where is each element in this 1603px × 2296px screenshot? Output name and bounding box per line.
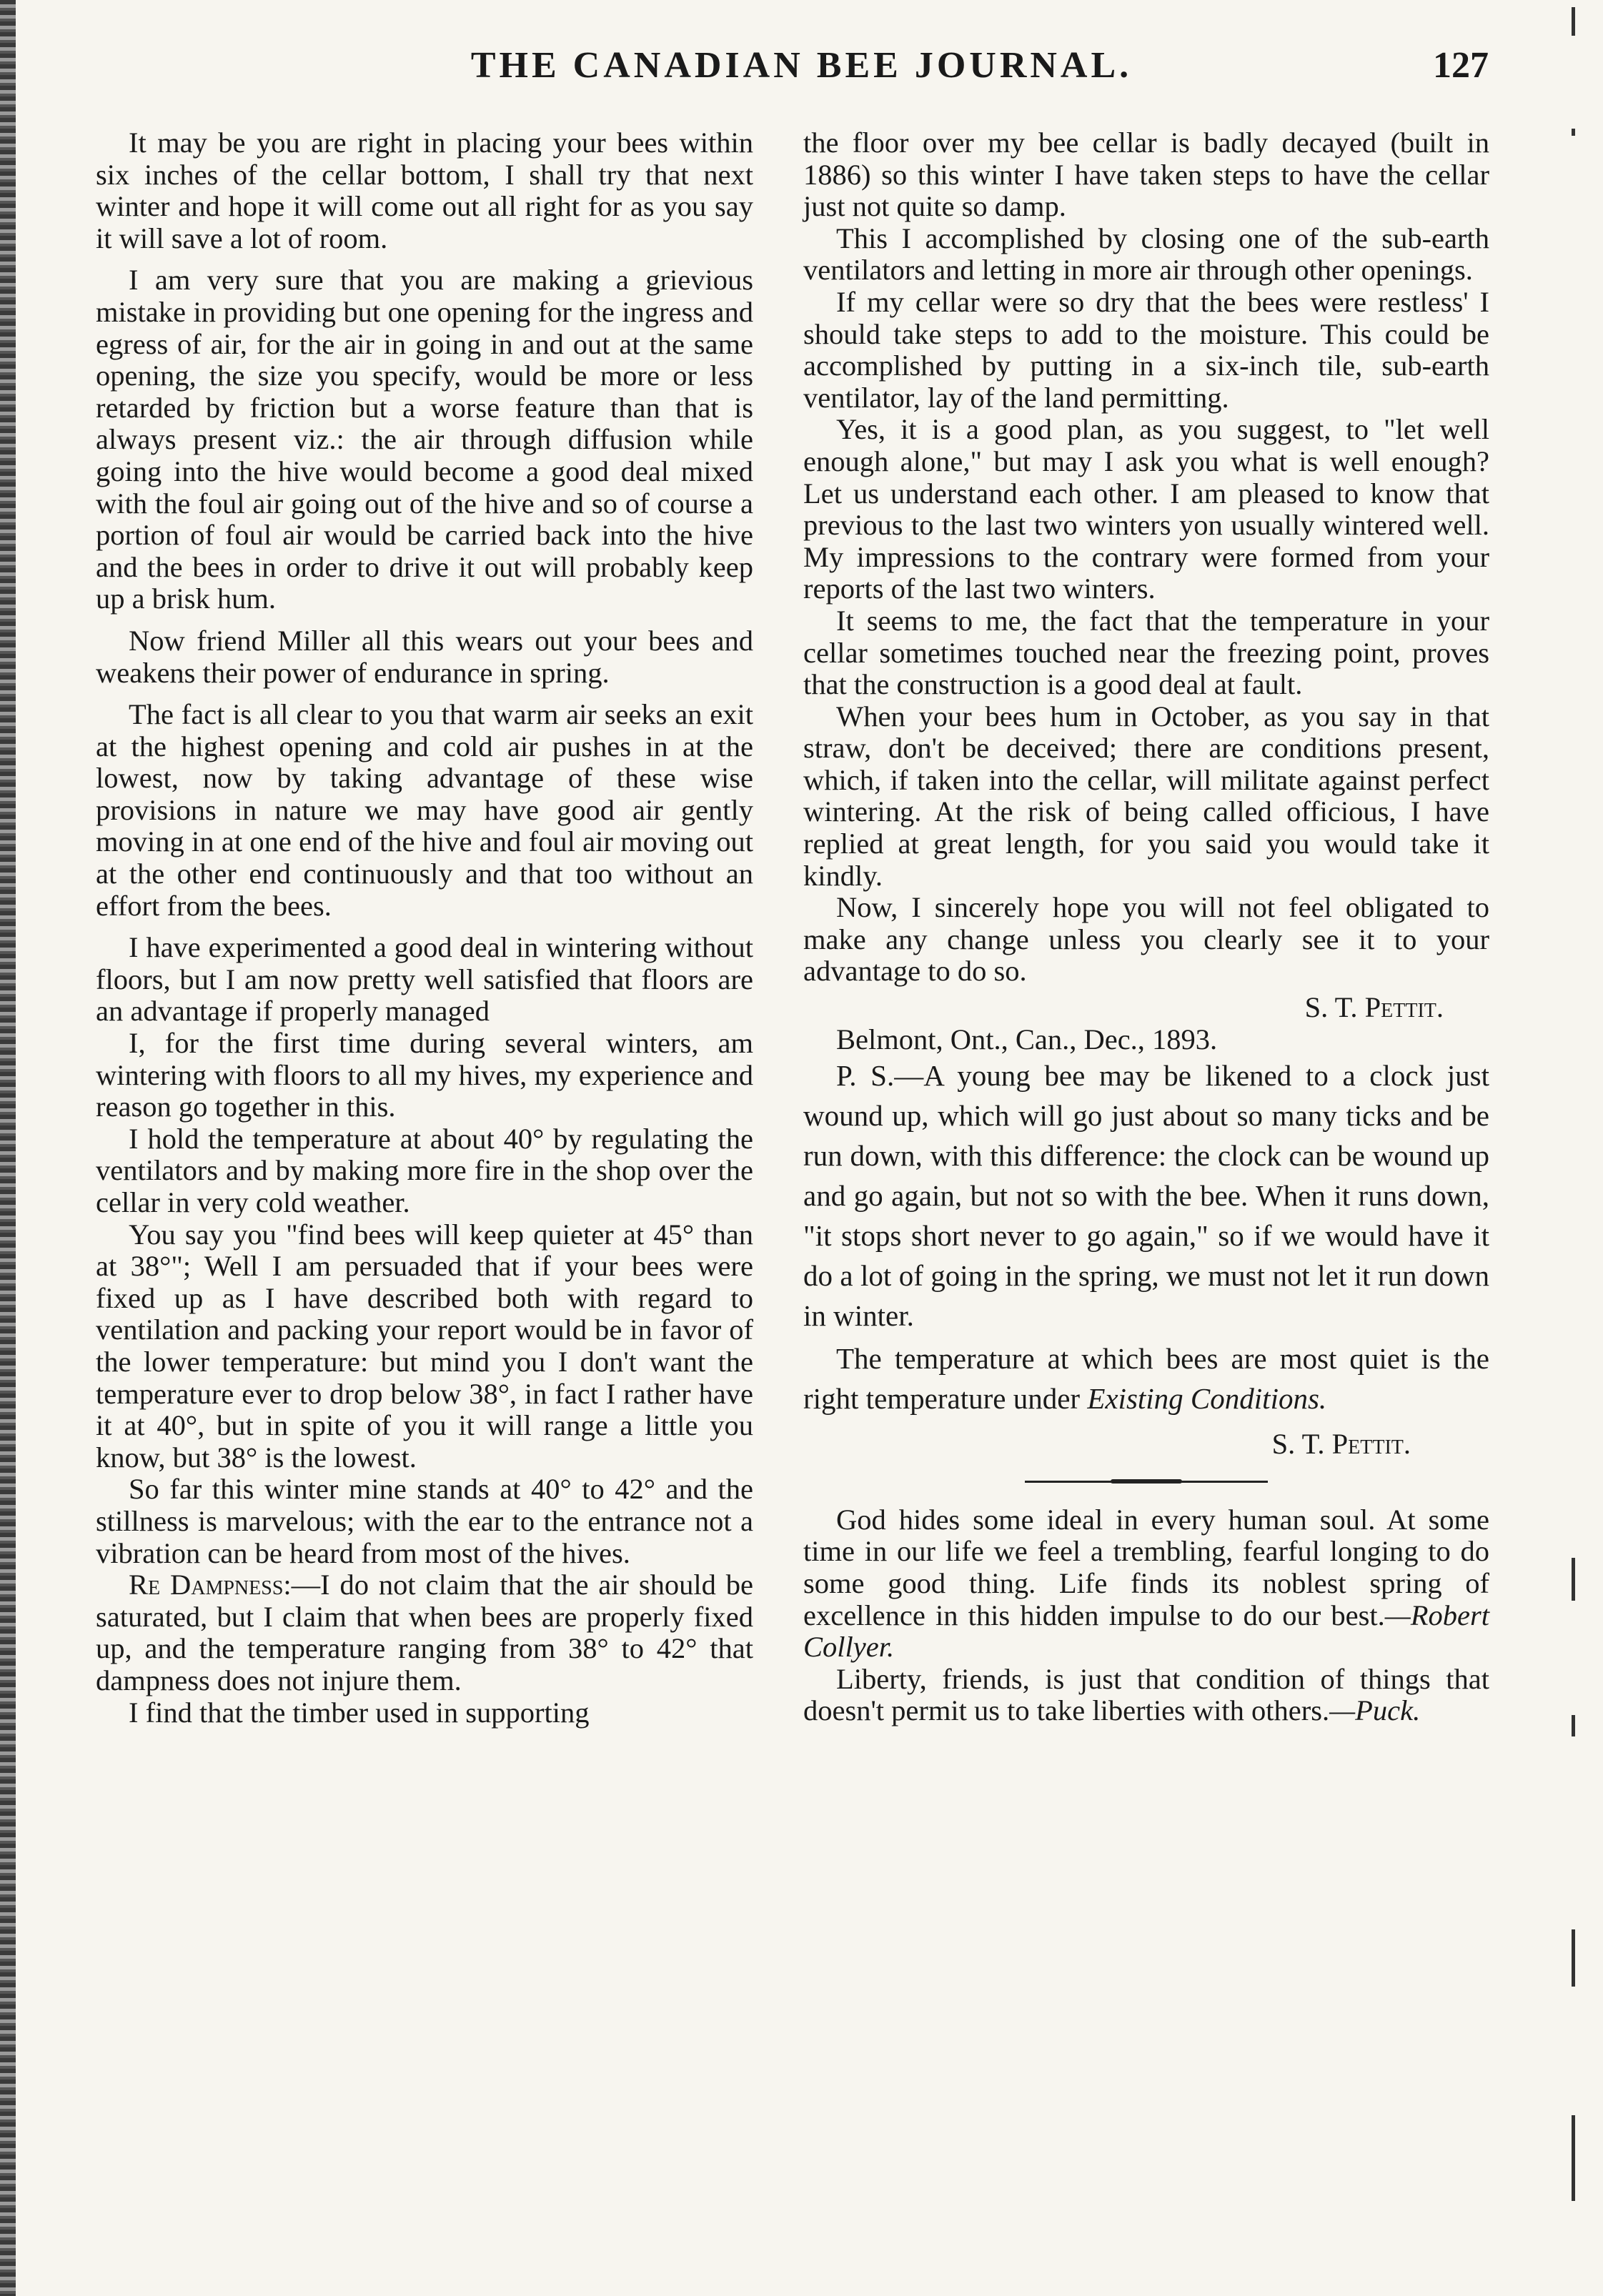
- quotation: [803, 1504, 1489, 1664]
- paragraph: When your bees hum in October, as you say in that straw, don't be deceived; there are conditions present, which, if taken into the cellar, will militate against perfect wintering. At the risk of being called officious, I have replied at great length, for you said you would take it kindly.: [803, 700, 1489, 892]
- paragraph: Yes, it is a good plan, as you suggest, to "let well enough alone," but may I ask you what is well enough? Let us understand each other. I am pleased to know that previous to the last two winters yon usually wintered well. My impressions to the contrary were formed from your reports of the last two winters.: [803, 413, 1489, 605]
- postscript: P. S.—A young bee may be likened to a clock just wound up, which will go just about so many ticks and be run down, with this difference: the clock can be wound up and go again, but not so with the bee. When it runs down, "it stops short never to go again," so if we would have it do a lot of going in the spring, we must not let it run down in winter.: [803, 1059, 1489, 1333]
- paragraph: I have experimented a good deal in wintering without floors, but I am now pretty well satisfied that floors are an advantage if properly managed: [96, 931, 753, 1028]
- right-column: [803, 127, 1489, 1727]
- paragraph: So far this winter mine stands at 40° to 42° and the stillness is marvelous; with the ear to the entrance not a vibration can be heard from most of the hives.: [96, 1473, 753, 1569]
- signature: S. T. Pettit.: [1271, 1428, 1411, 1461]
- journal-title: THE CANADIAN BEE JOURNAL.: [470, 45, 1133, 86]
- paragraph: The fact is all clear to you that warm air seeks an exit at the highest opening and cold air pushes in at the lowest, now by taking advantage of these wise provisions in nature we may have good air gently moving in at one end of the hive and foul air moving out at the other end continuously and that too without an effort from the bees.: [96, 698, 753, 922]
- quotation-attribution: —Robert Collyer.: [803, 1599, 1489, 1664]
- lead-in: Re Dampness:: [129, 1569, 292, 1601]
- left-column: [96, 127, 753, 1729]
- dateline: Belmont, Ont., Can., Dec., 1893.: [836, 1023, 1218, 1055]
- quotation-attribution: —Puck.: [1329, 1694, 1421, 1727]
- paragraph: If my cellar were so dry that the bees were restless' I should take steps to add to the moisture. This could be accomplished by putting in a six-inch tile, sub-earth ventilator, lay of the land permitting.: [803, 285, 1489, 414]
- section-divider: [1025, 1481, 1268, 1483]
- paragraph: It seems to me, the fact that the temperature in your cellar sometimes touched near the freezing point, proves that the construction is a good deal at fault.: [803, 604, 1489, 701]
- paragraph: I find that the timber used in supporting: [129, 1696, 590, 1729]
- quotation-text: God hides some ideal in every human soul. At some time in our life we feel a trembling, fearful longing to do some good thing. Life finds its noblest spring of excellence in this hidden impulse to do our best.: [803, 1503, 1489, 1631]
- paragraph: Now, I sincerely hope you will not feel obligated to make any change unless you clearly see it to your advantage to do so.: [803, 891, 1489, 988]
- page-scan-edge-right: [1572, 0, 1577, 2296]
- paragraph: [96, 1569, 753, 1696]
- quotation-text: Liberty, friends, is just that condition of things that doesn't permit us to take liberties with others.: [803, 1662, 1489, 1727]
- paragraph: Now friend Miller all this wears out your bees and weakens their power of endurance in spring.: [96, 624, 753, 689]
- paragraph-text: —I do not claim that the air should be saturated, but I claim that when bees are properly fixed up, and the temperature ranging from 38° to 42° that dampness does not injure them.: [96, 1569, 754, 1696]
- paragraph: I hold the temperature at about 40° by regulating the ventilators and by making more fire in the shop over the cellar in very cold weather.: [96, 1122, 753, 1218]
- page-number: 127: [1433, 45, 1489, 86]
- postscript-text: The temperature at which bees are most quiet is the right temperature under: [803, 1342, 1489, 1416]
- paragraph: It may be you are right in placing your bees within six inches of the cellar bottom, I shall try that next winter and hope it will come out all right for as you say it will save a lot of room.: [96, 126, 753, 254]
- paragraph: I, for the first time during several winters, am wintering with floors to all my hives, my experience and reason go together in this.: [96, 1027, 753, 1123]
- paragraph: I am very sure that you are making a grievious mistake in providing but one opening for the ingress and egress of air, for the air in going in and out at the same opening, the size you specify, would be more or less retarded by friction but a worse feature than that is always present viz.: the air through diffusion while going into the hive would become a good deal mixed with the foul air going out of the hive and so of course a portion of foul air would be carried back into the hive and the bees in order to drive it out will probably keep up a brisk hum.: [96, 264, 753, 615]
- emphasis: Existing Conditions.: [1087, 1382, 1327, 1416]
- running-header: [0, 24, 1603, 89]
- postscript: [803, 1338, 1489, 1418]
- paragraph: You say you "find bees will keep quieter at 45° than at 38°"; Well I am persuaded that if your bees were fixed up as I have described both with regard to ventilation and packing your report would be in favor of the lower temperature: but mind you I don't want the temperature ever to drop below 38°, in fact I rather have it at 40°, but in spite of you it will range a little you know, but 38° is the lowest.: [96, 1218, 753, 1473]
- signature: S. T. Pettit.: [1304, 991, 1444, 1024]
- page-scan-edge: [0, 0, 16, 2296]
- paragraph: the floor over my bee cellar is badly decayed (built in 1886) so this winter I have taken steps to have the cellar just not quite so damp.: [803, 126, 1489, 223]
- quotation: [803, 1664, 1489, 1727]
- paragraph: This I accomplished by closing one of the sub-earth ventilators and letting in more air through other openings.: [803, 222, 1489, 287]
